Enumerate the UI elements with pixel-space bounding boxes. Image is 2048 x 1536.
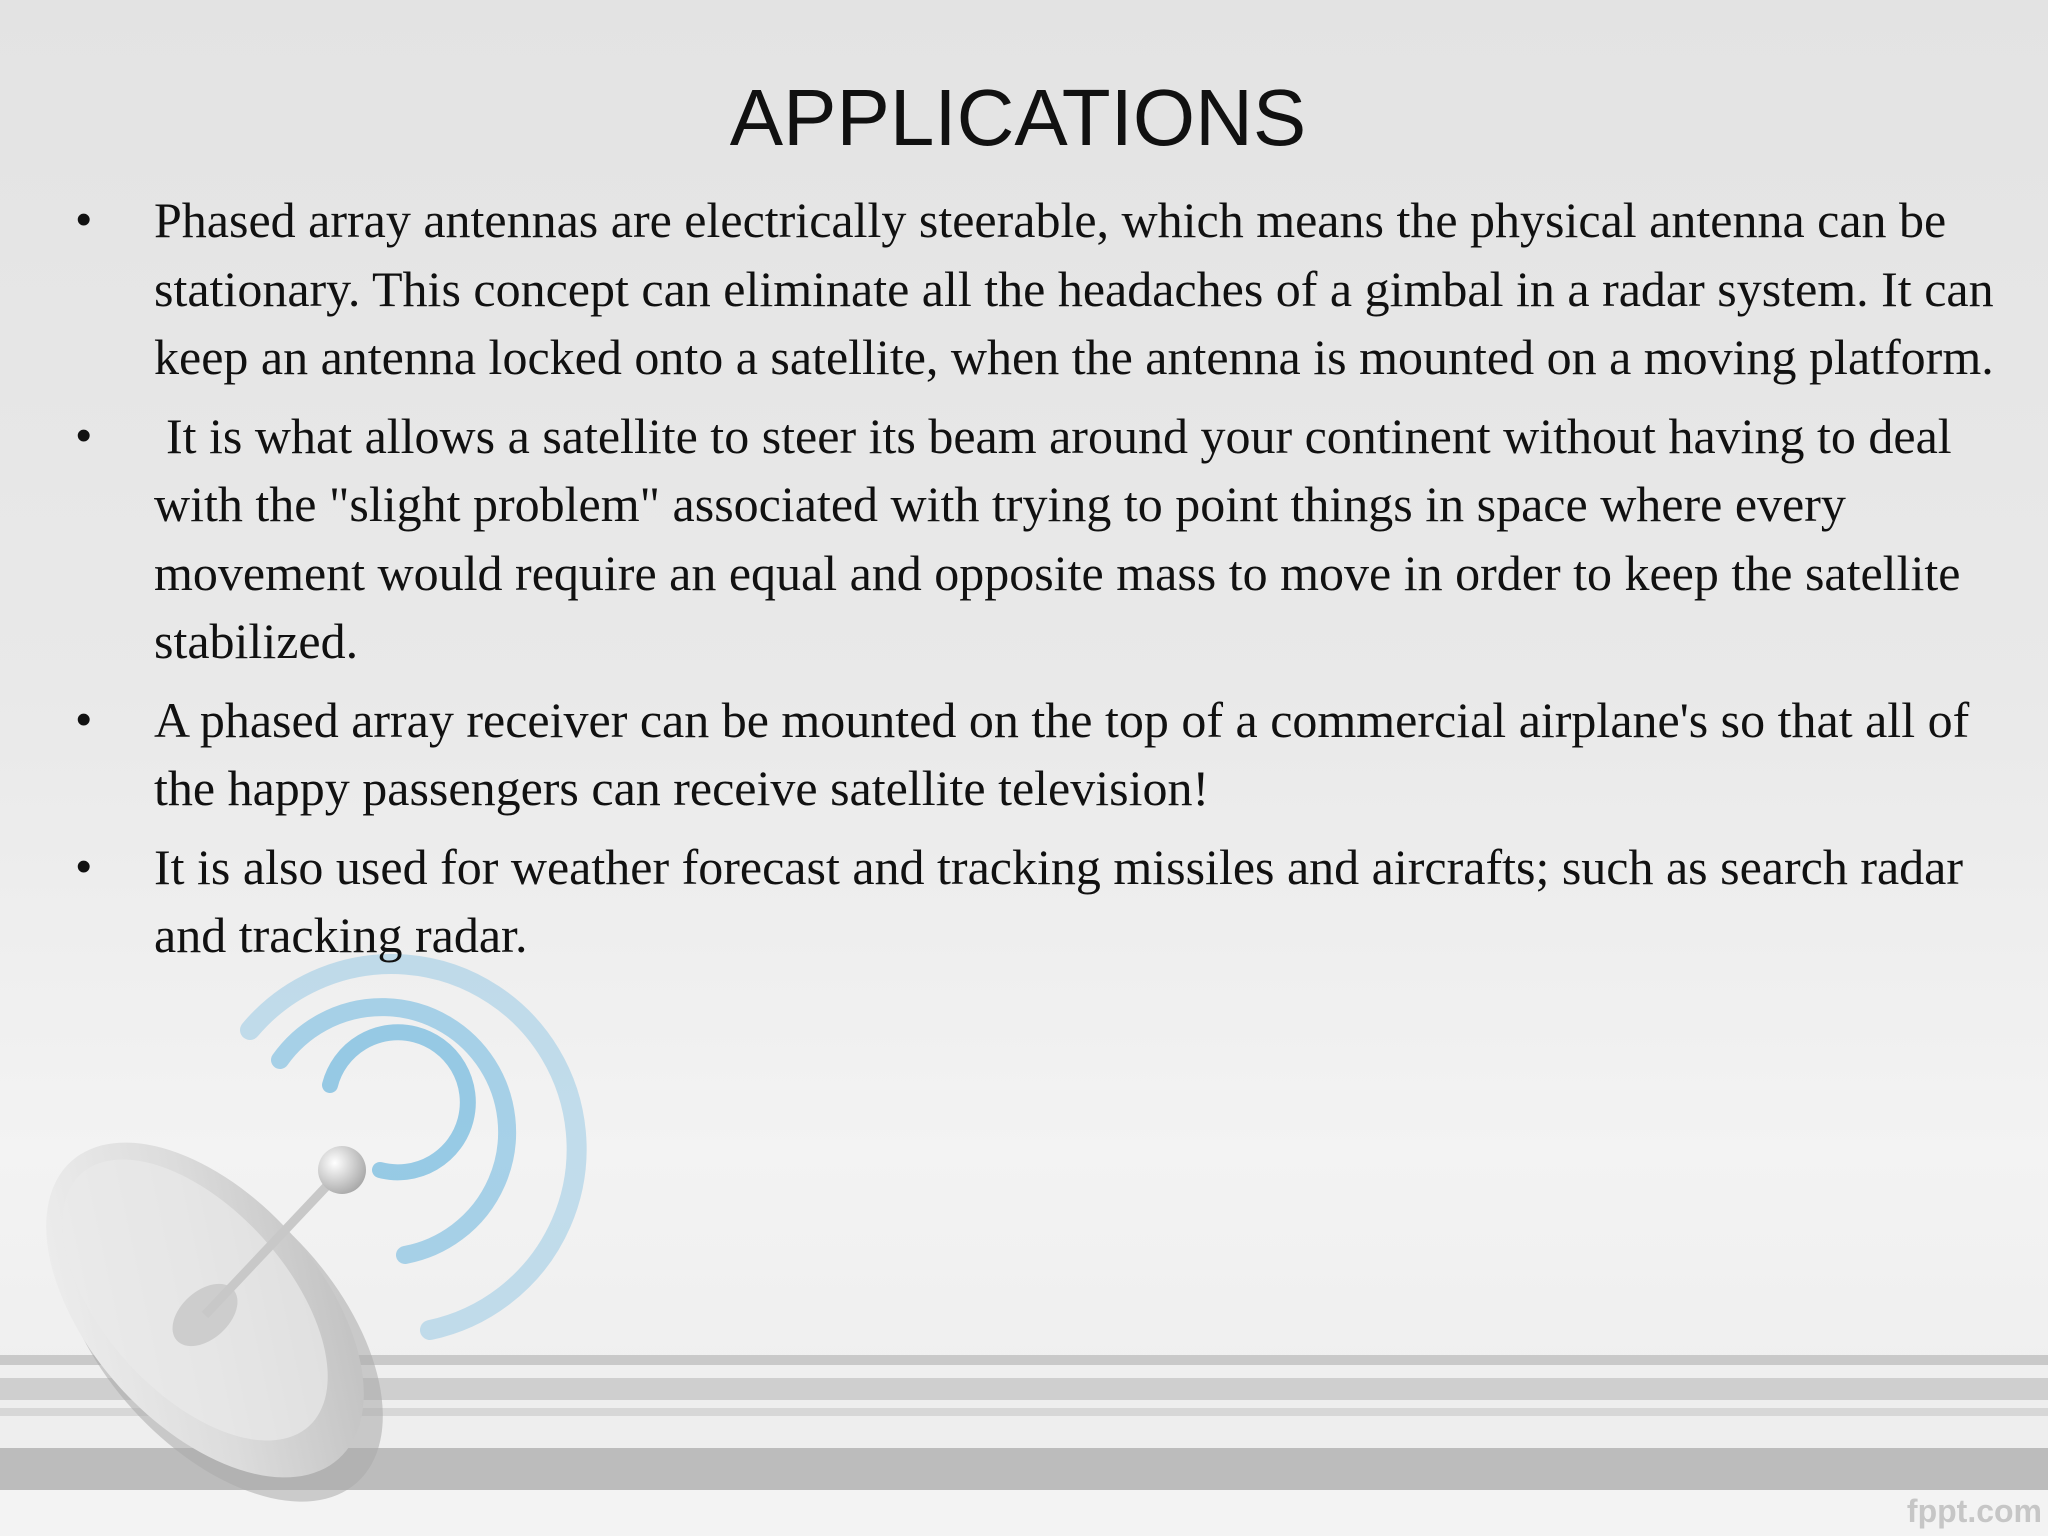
bullet-text: It is also used for weather forecast and tracking missiles and aircrafts; such as search radar and tracking radar.	[154, 838, 1964, 963]
bullet-icon: •	[76, 195, 92, 244]
bullet-list	[0, 186, 2048, 980]
bullet-text: It is what allows a satellite to steer its beam around your continent without having to deal with the "slight problem" associated with trying to point things in space where every movement would require an equal and opposite mass to move in order to keep the satellite stabilized.	[154, 407, 1961, 669]
bullet-text: Phased array antennas are electrically steerable, which means the physical antenna can be stationary. This concept can eliminate all the headaches of a gimbal in a radar system. It can keep an antenna locked onto a satellite, when the antenna is mounted on a moving platform.	[154, 192, 1994, 385]
bullet-item	[0, 686, 2014, 823]
slide-title: APPLICATIONS	[729, 73, 1307, 162]
bullet-icon: •	[76, 410, 92, 460]
bullet-icon: •	[76, 694, 92, 744]
watermark: fppt.com	[1906, 1493, 2042, 1529]
bullet-item	[0, 833, 2014, 970]
bullet-icon: •	[76, 841, 92, 891]
bullet-item	[0, 402, 2014, 676]
bullet-text: A phased array receiver can be mounted on the top of a commercial airplane's so that all of the happy passengers can receive satellite television!	[154, 691, 1970, 816]
bullet-item	[0, 186, 2014, 392]
